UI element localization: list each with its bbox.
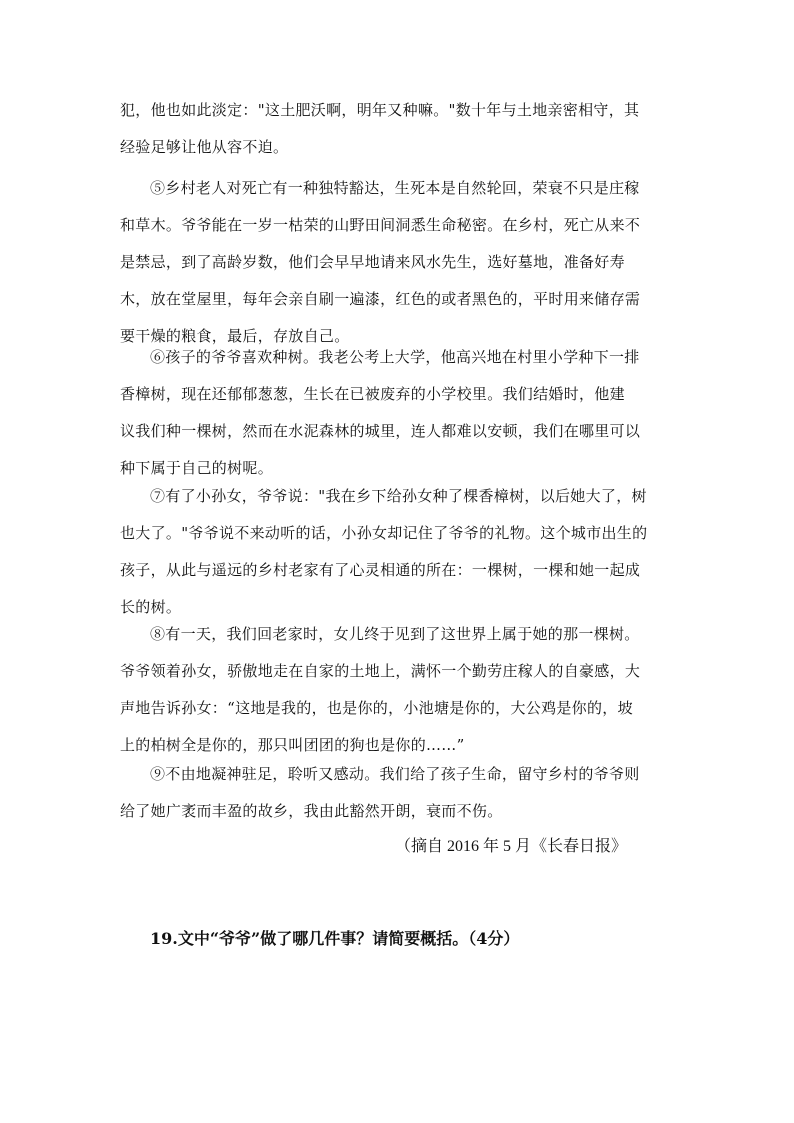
text-line: ⑦有了小孙女，爷爷说："我在乡下给孙女种了棵香樟树，以后她大了，树 [150, 487, 647, 505]
text-line: ⑨不由地凝神驻足，聆听又感动。我们给了孩子生命，留守乡村的爷爷则 [150, 765, 640, 783]
source-citation: （摘自 2016 年 5 月《长春日报》 [395, 838, 628, 855]
text-line: 声地告诉孙女：“这地是我的，也是你的，小池塘是你的，大公鸡是你的，坡 [120, 699, 633, 717]
paragraph-continued [120, 92, 680, 166]
text-line: 木，放在堂屋里，每年会亲自刷一遍漆，红色的或者黑色的，平时用来储存需 [120, 290, 641, 308]
text-line: 是禁忌，到了高龄岁数，他们会早早地请来风水先生，选好墓地，准备好寿 [120, 253, 625, 271]
text-line: 香樟树，现在还郁郁葱葱，生长在已被废弃的小学校里。我们结婚时，他建 [120, 385, 625, 403]
text-line: 上的柏树全是你的，那只叫团团的狗也是你的……” [120, 736, 465, 754]
text-line: 和草木。爷爷能在一岁一枯荣的山野田间洞悉生命秘密。在乡村，死亡从来不 [120, 216, 641, 234]
text-line: ⑤乡村老人对死亡有一种独特豁达，生死本是自然轮回，荣衰不只是庄稼 [150, 179, 640, 197]
text-line: 给了她广袤而丰盈的故乡，我由此豁然开朗，衰而不伤。 [120, 802, 503, 820]
text-line: ⑧有一天，我们回老家时，女儿终于见到了这世界上属于她的那一棵树。 [150, 625, 640, 643]
paragraph-8 [120, 616, 680, 764]
question-19: 19.文中“爷爷”做了哪几件事？请简要概括。（4分） [150, 929, 520, 948]
text-line: ⑥孩子的爷爷喜欢种树。我老公考上大学，他高兴地在村里小学种下一排 [150, 348, 640, 366]
paragraph-5 [120, 170, 680, 355]
text-line: 犯，他也如此淡定："这土肥沃啊，明年又种嘛。"数十年与土地亲密相守，其 [120, 101, 640, 119]
text-line: 爷爷领着孙女，骄傲地走在自家的土地上，满怀一个勤劳庄稼人的自豪感，大 [120, 662, 641, 680]
text-line: 要干燥的粮食，最后，存放自己。 [120, 327, 350, 345]
text-line: 长的树。 [120, 598, 182, 616]
text-line: 也大了。"爷爷说不来动听的话，小孙女却记住了爷爷的礼物。这个城市出生的 [120, 524, 648, 542]
paragraph-6 [120, 339, 680, 487]
paragraph-9 [120, 756, 680, 830]
text-line: 经验足够让他从容不迫。 [120, 138, 289, 156]
text-line: 孩子，从此与遥远的乡村老家有了心灵相通的所在：一棵树，一棵和她一起成 [120, 561, 641, 579]
text-line: 种下属于自己的树呢。 [120, 459, 274, 477]
paragraph-7 [120, 478, 680, 626]
text-line: 议我们种一棵树，然而在水泥森林的城里，连人都难以安顿，我们在哪里可以 [120, 422, 641, 440]
